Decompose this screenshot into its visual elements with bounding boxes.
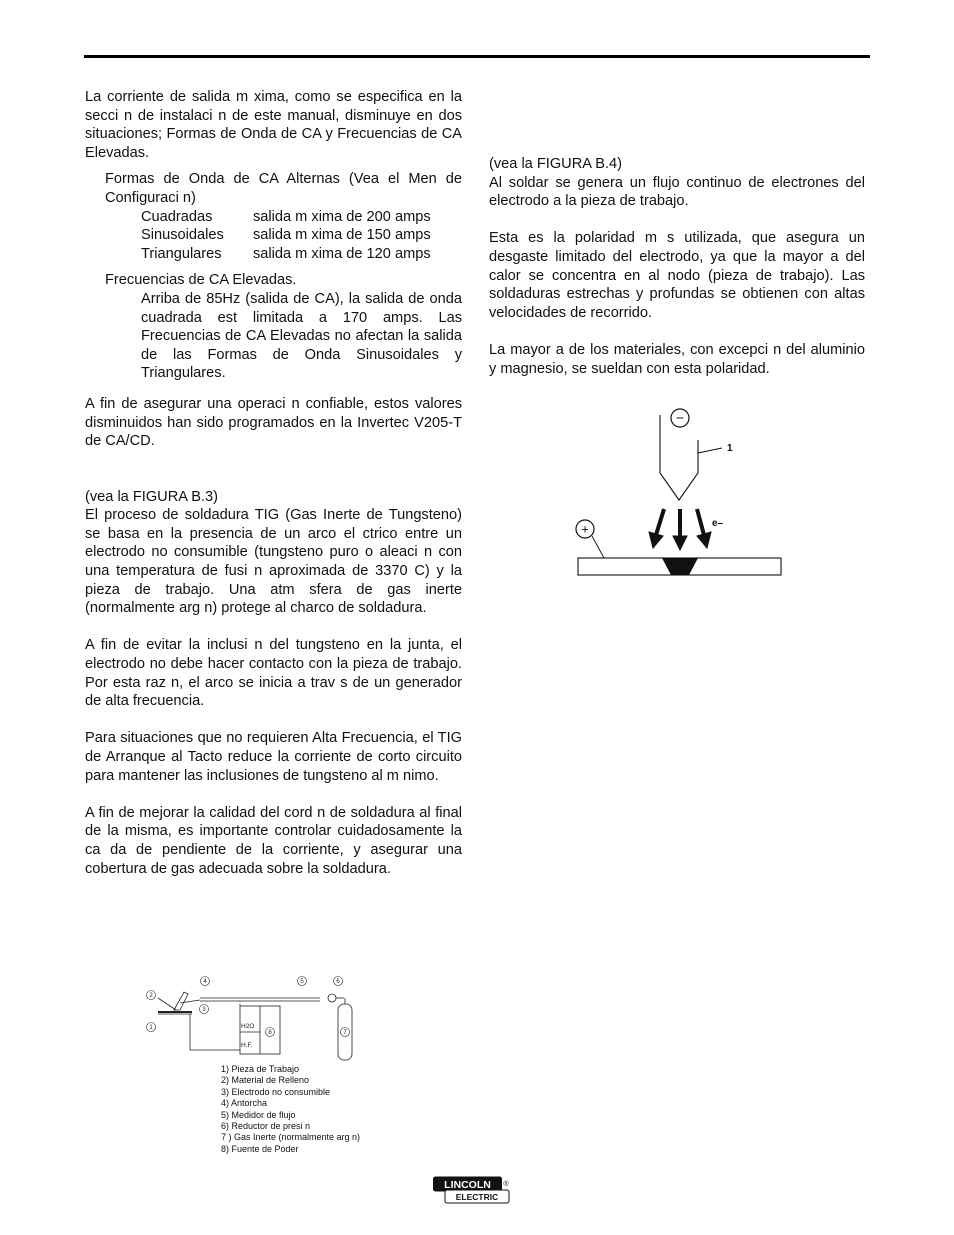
electron-label: e– <box>712 518 724 529</box>
touch-start-paragraph: Para situaciones que no requieren Alta Frecuencia, el TIG de Arranque al Tacto reduce la corriente de corto circuito para mantener las inclusiones de tungsteno al m nimo. <box>85 730 462 784</box>
wave-name: Cuadradas <box>141 208 213 225</box>
wave-value: salida m xima de 150 amps <box>253 227 431 244</box>
wave-row <box>141 245 462 264</box>
polarity-paragraph: Esta es la polaridad m s utilizada, que asegura un desgaste limitado del electrodo, ya que la mayor a del calor se concentra en al nodo (pieza de trabajo). Las soldaduras estrechas y profundas se obtienen con altas velocidades de recorrido. <box>489 230 865 321</box>
wave-row <box>141 226 462 245</box>
wave-row <box>141 208 462 227</box>
tungsten-paragraph: A fin de evitar la inclusi n del tungsteno en la junta, el electrodo no debe hacer contacto con la pieza de trabajo. Por esta raz n, el arco se inicia a trav s de un generador de alta frecuencia. <box>85 637 462 710</box>
registered-mark: ® <box>503 1181 509 1188</box>
figure-b4-diagram <box>570 405 790 585</box>
callout-label: 2 <box>149 993 153 999</box>
electrode-callout: 1 <box>727 443 733 454</box>
figure-b3-diagram <box>140 970 360 1065</box>
right-column <box>489 155 865 378</box>
callout-label: 6 <box>336 979 340 985</box>
callout-label: 3 <box>202 1007 206 1013</box>
figure-b3-reference: (vea la FIGURA B.3) <box>85 488 219 505</box>
wave-value: salida m xima de 200 amps <box>253 208 431 225</box>
electron-flow-arrows <box>649 509 711 550</box>
electron-flow-paragraph: Al soldar se genera un flujo continuo de electrones del electrodo a la pieza de trabajo. <box>489 174 865 210</box>
legend-item: 3) Electrodo no consumible <box>221 1086 331 1097</box>
freq-paragraph: Arriba de 85Hz (salida de CA), la salida de onda cuadrada est limitada a 170 amps. Las Frecuencias de CA Elevadas no afectan la salida de las Formas de Onda Sinusoidales y Triangulares. <box>141 290 462 382</box>
lincoln-electric-logo <box>433 1176 511 1204</box>
weld-pool-shape <box>662 558 698 575</box>
callout-label: 5 <box>300 979 304 985</box>
wave-value: salida m xima de 120 amps <box>253 245 431 262</box>
logo-bottom-text: ELECTRIC <box>455 1192 499 1202</box>
figure-b4-reference: (vea la FIGURA B.4) <box>489 156 623 172</box>
legend-item: 6) Reductor de presi n <box>221 1121 311 1132</box>
legend-item: 2) Material de Relleno <box>221 1075 310 1086</box>
wave-name: Triangulares <box>141 245 222 262</box>
wave-heading: Formas de Onda de CA Alternas (Vea el Men de Configuraci n) <box>105 171 462 206</box>
reliability-paragraph: A fin de asegurar una operaci n confiable, estos valores disminuidos han sido programados en la Invertec V205-T de CA/CD. <box>85 395 462 450</box>
logo-top-text: LINCOLN <box>444 1179 491 1191</box>
header-rule <box>84 55 870 58</box>
plus-sign: + <box>581 521 589 537</box>
callout-label: 7 <box>343 1030 347 1036</box>
quality-paragraph: A fin de mejorar la calidad del cord n de soldadura al final de la misma, es importante controlar cuidadosamente la ca da de pendiente de la corriente, y asegurar una cobertura de gas adecuada sobre la soldadura. <box>85 804 462 877</box>
legend-item: 7 ) Gas Inerte (normalmente arg n) <box>221 1132 361 1143</box>
electrode-shape <box>660 415 698 500</box>
legend-item: 4) Antorcha <box>221 1098 268 1109</box>
wave-name: Sinusoidales <box>141 227 224 244</box>
water-label: H2O <box>241 1023 255 1030</box>
intro-paragraph: La corriente de salida m xima, como se especifica en la secci n de instalaci n de este manual, disminuye en dos situaciones; Formas de Onda de CA y Frecuencias de CA Elevadas. <box>85 89 462 161</box>
callout-label: 4 <box>203 979 207 985</box>
legend-item: 8) Fuente de Poder <box>221 1143 299 1154</box>
left-column <box>85 88 462 878</box>
minus-sign: − <box>675 409 685 426</box>
callout-label: 1 <box>149 1025 153 1031</box>
figure-b3-legend <box>221 1064 360 1155</box>
freq-heading: Frecuencias de CA Elevadas. <box>105 272 297 289</box>
materials-paragraph: La mayor a de los materiales, con excepci n del aluminio y magnesio, se sueldan con esta polaridad. <box>489 341 865 377</box>
tig-paragraph: El proceso de soldadura TIG (Gas Inerte de Tungsteno) se basa en la presencia de un arco el ctrico entre un electrodo no consumible (tungsteno puro o aleaci n con una temperatura de fusi n aproximada de 3370 C) y la pieza de trabajo. Una atm sfera de gas inerte (normalmente arg n) protege al charco de soldadura. <box>85 507 462 617</box>
legend-item: 1) Pieza de Trabajo <box>221 1064 300 1074</box>
hf-label: H.F. <box>241 1042 253 1049</box>
legend-item: 5) Medidor de flujo <box>221 1109 296 1120</box>
callout-label: 8 <box>268 1030 272 1036</box>
